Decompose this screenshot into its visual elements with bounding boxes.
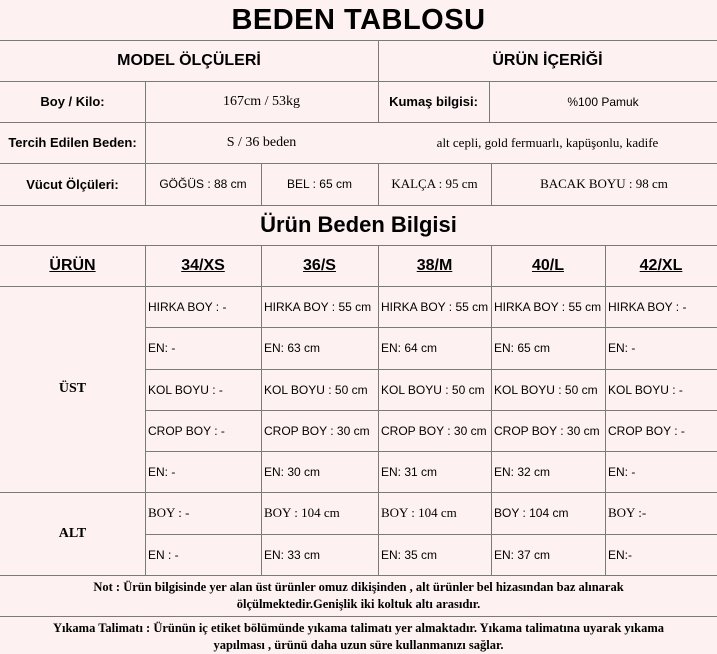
table-cell: EN: 35 cm [381,547,438,562]
table-cell: KOL BOYU : 50 cm [494,382,598,397]
table-cell: CROP BOY : - [608,423,685,438]
table-cell: EN: 32 cm [494,464,551,479]
table-cell: BOY : 104 cm [381,505,457,520]
table-cell: BOY :- [608,505,647,520]
table-cell: HIRKA BOY : - [148,299,227,314]
table-cell: BOY : - [148,505,190,520]
hip-measurement: KALÇA : 95 cm [391,176,478,191]
size-header-42-xl: 42/XL [639,256,683,274]
table-cell: EN: 64 cm [381,341,438,355]
table-cell: EN:- [608,547,632,562]
fabric-label: Kumaş bilgisi: [389,94,478,109]
table-cell: HIRKA BOY : 55 cm [494,299,602,314]
table-cell: EN: - [148,341,176,355]
waist-measurement: BEL : 65 cm [287,177,352,191]
table-cell: EN: 65 cm [494,341,551,355]
bottom-garment-label: ALT [58,525,87,541]
table-cell: EN: 33 cm [264,547,321,562]
fabric-value: %100 Pamuk [567,94,639,109]
note-line: Not : Ürün bilgisinde yer alan üst ürünler omuz dikişinden , alt ürünler bel hizasından baz alınarak [93,580,624,594]
table-cell: CROP BOY : 30 cm [264,423,370,438]
table-cell: CROP BOY : - [148,423,225,438]
product-features: alt cepli, gold fermuarlı, kapüşonlu, kadife [436,134,659,150]
preferred-size-value: S / 36 beden [226,134,297,150]
table-cell: BOY : 104 cm [264,505,340,520]
leg-measurement: BACAK BOYU : 98 cm [540,176,668,191]
height-weight-label: Boy / Kilo: [40,94,105,109]
product-column-header: ÜRÜN [49,256,96,274]
table-cell: KOL BOYU : - [608,382,683,397]
height-weight-value: 167cm / 53kg [223,93,300,109]
model-heading: MODEL ÖLÇÜLERİ [117,51,261,69]
table-cell: EN: - [608,341,636,355]
table-cell: EN: 37 cm [494,547,551,562]
size-header-38-m: 38/M [416,256,453,274]
table-cell: KOL BOYU : 50 cm [264,382,368,397]
table-cell: HIRKA BOY : 55 cm [381,299,489,314]
table-cell: CROP BOY : 30 cm [381,423,487,438]
table-cell: CROP BOY : 30 cm [494,423,600,438]
top-garment-label: ÜST [58,381,87,396]
table-cell: BOY : 104 cm [494,506,569,520]
table-cell: HIRKA BOY : - [608,299,687,314]
body-measurements-label: Vücut Ölçüleri: [26,176,119,192]
size-header-34-xs: 34/XS [181,256,225,274]
size-section-heading: Ürün Beden Bilgisi [260,212,457,237]
washing-instruction [0,620,717,654]
note-line: yapılması , ürünü daha uzun süre kullanmanızı sağlar. [213,638,504,652]
table-cell: EN: 63 cm [264,341,321,355]
divider [0,616,717,617]
divider [0,575,717,576]
table-cell: KOL BOYU : 50 cm [381,382,485,397]
table-cell: KOL BOYU : - [148,382,223,397]
table-cell: EN: - [148,464,176,479]
table-cell: HIRKA BOY : 55 cm [264,299,372,314]
table-cell: EN : - [148,547,179,562]
page-title: BEDEN TABLOSU [231,3,486,36]
size-header-40-l: 40/L [531,256,564,274]
size-header-36-s: 36/S [303,256,336,274]
table-cell: EN: 30 cm [264,464,321,479]
table-cell: EN: 31 cm [381,464,438,479]
measurement-note [0,579,717,613]
product-content-heading: ÜRÜN İÇERİĞİ [492,51,603,69]
preferred-size-label: Tercih Edilen Beden: [8,135,137,150]
table-cell: EN: - [608,464,636,479]
note-line: ölçülmektedir.Genişlik iki koltuk altı arasıdır. [236,597,481,611]
note-line: Yıkama Talimatı : Ürünün iç etiket bölümünde yıkama talimatı yer almaktadır. Yıkama talimatına uyarak yıkama [52,621,665,635]
chest-measurement: GÖĞÜS : 88 cm [159,177,247,191]
